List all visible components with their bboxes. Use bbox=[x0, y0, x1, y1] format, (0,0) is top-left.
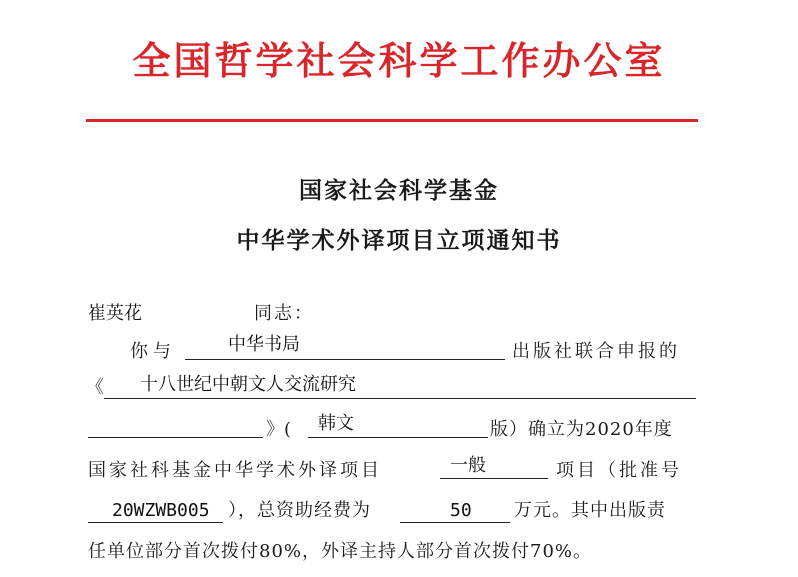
grade-underline bbox=[440, 478, 548, 479]
approval-number-underline bbox=[88, 522, 223, 523]
publisher-underline bbox=[185, 359, 505, 360]
recipient-salutation: 同志： bbox=[254, 303, 314, 324]
body-text-approval-label: 项目（批准号 bbox=[556, 460, 682, 481]
open-book-quote: 《 bbox=[86, 377, 104, 398]
body-text-funding-suffix: 万元。其中出版责 bbox=[514, 500, 666, 521]
amount-underline bbox=[400, 522, 510, 523]
document-title-line-2: 中华学术外译项目立项通知书 bbox=[236, 227, 562, 254]
body-text-project-type: 国家社科基金中华学术外译项目 bbox=[88, 460, 382, 481]
book-title: 十八世纪中朝文人交流研究 bbox=[140, 374, 356, 395]
body-text-publisher-suffix: 出版社联合申报的 bbox=[512, 341, 680, 362]
publisher-name: 中华书局 bbox=[228, 334, 300, 355]
body-text-year: 版）确立为2020年度 bbox=[490, 419, 673, 440]
recipient-name: 崔英花 bbox=[88, 303, 142, 324]
book-title-continuation-underline bbox=[88, 437, 263, 438]
body-text-disbursement: 任单位部分首次拨付80%，外译主持人部分首次拨付70%。 bbox=[88, 541, 593, 562]
language-underline bbox=[308, 437, 488, 438]
funding-amount: 50 bbox=[450, 500, 472, 521]
project-grade: 一般 bbox=[450, 455, 486, 476]
body-text-ni-yu: 你与 bbox=[130, 341, 176, 362]
document-title-line-1: 国家社会科学基金 bbox=[299, 177, 499, 204]
red-divider-line bbox=[86, 119, 698, 122]
issuing-office-header: 全国哲学社会科学工作办公室 bbox=[132, 38, 666, 83]
close-book-quote: 》( bbox=[266, 419, 292, 440]
translation-language: 韩文 bbox=[318, 413, 354, 434]
approval-number: 20WZWB005 bbox=[112, 500, 210, 521]
body-text-funding-label: ），总资助经费为 bbox=[228, 500, 371, 521]
book-title-underline bbox=[104, 398, 696, 399]
